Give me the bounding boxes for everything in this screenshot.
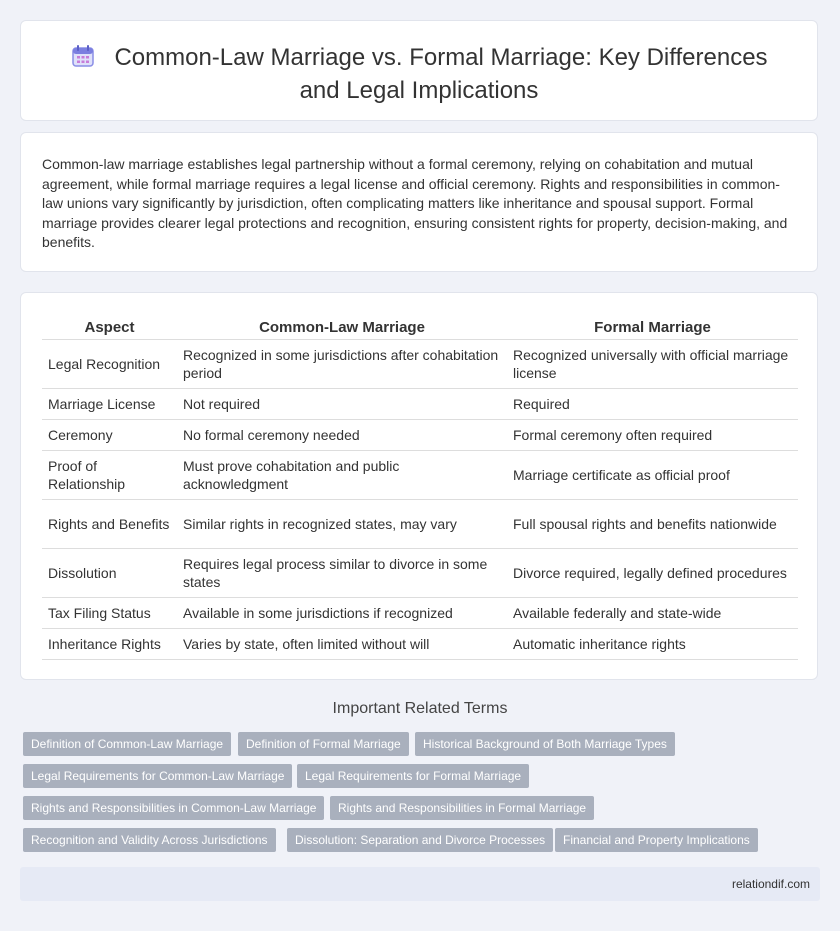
- table-row: [42, 340, 798, 389]
- row-formal: Required: [507, 389, 798, 420]
- row-formal: Automatic inheritance rights: [507, 629, 798, 660]
- row-formal: Formal ceremony often required: [507, 420, 798, 451]
- row-common-law: Requires legal process similar to divorce in some states: [177, 549, 507, 598]
- table-row: [42, 500, 798, 549]
- row-aspect: Legal Recognition: [42, 340, 177, 389]
- related-term-tag[interactable]: Historical Background of Both Marriage Types: [415, 732, 675, 756]
- row-aspect: Marriage License: [42, 389, 177, 420]
- row-common-law: Must prove cohabitation and public acknowledgment: [177, 451, 507, 500]
- row-formal: Recognized universally with official marriage license: [507, 340, 798, 389]
- row-formal: Full spousal rights and benefits nationwide: [507, 500, 798, 549]
- row-common-law: Available in some jurisdictions if recognized: [177, 598, 507, 629]
- row-aspect: Tax Filing Status: [42, 598, 177, 629]
- row-aspect: Inheritance Rights: [42, 629, 177, 660]
- row-aspect: Rights and Benefits: [42, 500, 177, 549]
- related-term-tag[interactable]: Rights and Responsibilities in Common-Law Marriage: [23, 796, 324, 820]
- table-row: [42, 598, 798, 629]
- row-formal: Divorce required, legally defined procedures: [507, 549, 798, 598]
- row-aspect: Ceremony: [42, 420, 177, 451]
- table-row: [42, 420, 798, 451]
- calendar-icon: [70, 43, 96, 76]
- related-term-tag[interactable]: Definition of Common-Law Marriage: [23, 732, 231, 756]
- row-formal: Available federally and state-wide: [507, 598, 798, 629]
- row-common-law: Recognized in some jurisdictions after cohabitation period: [177, 340, 507, 389]
- row-common-law: No formal ceremony needed: [177, 420, 507, 451]
- footer: [20, 867, 820, 901]
- comparison-table: [42, 315, 798, 660]
- table-row: [42, 549, 798, 598]
- table-row: [42, 389, 798, 420]
- table-row: [42, 629, 798, 660]
- intro-paragraph: Common-law marriage establishes legal partnership without a formal ceremony, relying on cohabitation and mutual agreement, while formal marriage requires a legal license and official ceremony. Rights and responsibilities in common-law unions vary significantly by jurisdiction, often complicating matters like inheritance and spousal support. Formal marriage provides clearer legal protections and recognition, ensuring consistent rights for property, decision-making, and benefits.: [42, 156, 788, 251]
- related-term-tag[interactable]: Financial and Property Implications: [555, 828, 758, 852]
- intro-card: [20, 132, 818, 272]
- row-formal: Marriage certificate as official proof: [507, 451, 798, 500]
- row-common-law: Similar rights in recognized states, may vary: [177, 500, 507, 549]
- row-common-law: Varies by state, often limited without will: [177, 629, 507, 660]
- related-term-tag[interactable]: Legal Requirements for Common-Law Marriage: [23, 764, 292, 788]
- page-title-text: Common-Law Marriage vs. Formal Marriage: Key Differences and Legal Implications: [114, 44, 768, 104]
- row-aspect: Dissolution: [42, 549, 177, 598]
- table-row: [42, 451, 798, 500]
- row-aspect: Proof of Relationship: [42, 451, 177, 500]
- header-card: [20, 20, 818, 121]
- related-term-tag[interactable]: Legal Requirements for Formal Marriage: [297, 764, 529, 788]
- header-common-law: Common-Law Marriage: [177, 315, 507, 340]
- related-term-tag[interactable]: Rights and Responsibilities in Formal Marriage: [330, 796, 594, 820]
- related-term-tag[interactable]: Definition of Formal Marriage: [238, 732, 409, 756]
- related-terms-title: Important Related Terms: [332, 700, 508, 717]
- related-term-tag[interactable]: Recognition and Validity Across Jurisdictions: [23, 828, 276, 852]
- header-aspect: Aspect: [42, 315, 177, 340]
- page-title: [51, 43, 787, 105]
- site-name[interactable]: relationdif.com: [731, 877, 810, 891]
- header-formal: Formal Marriage: [507, 315, 798, 340]
- related-term-tag[interactable]: Dissolution: Separation and Divorce Processes: [287, 828, 553, 852]
- row-common-law: Not required: [177, 389, 507, 420]
- comparison-card: [20, 292, 818, 680]
